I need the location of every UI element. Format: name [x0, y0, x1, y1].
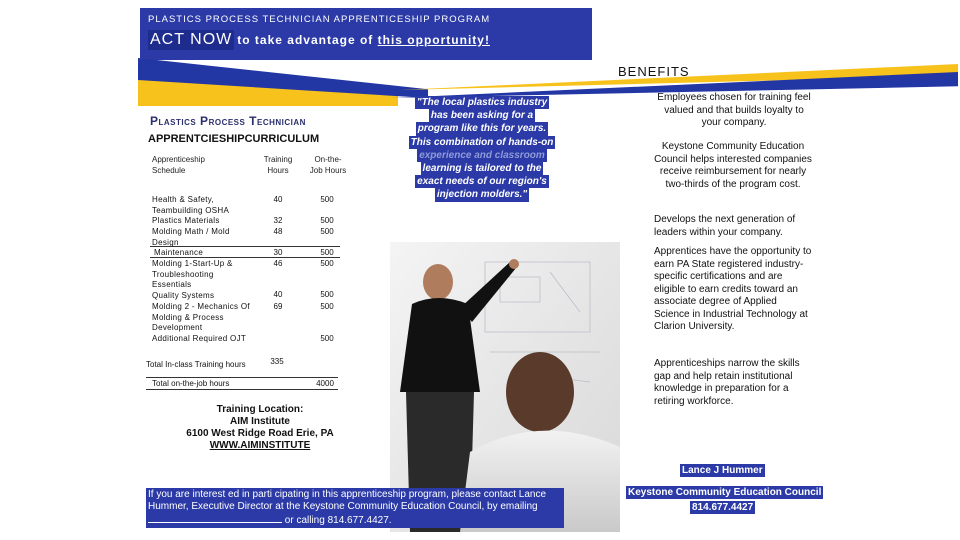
curriculum-item: Maintenance — [154, 248, 204, 257]
training-location — [160, 404, 360, 452]
curriculum-item: Molding Math / Mold Design — [152, 227, 230, 247]
total-training-label: Total In-class Training hours — [146, 360, 246, 369]
total-training-hours: 335 — [270, 357, 284, 366]
ojt-hours: 500 — [320, 334, 334, 343]
training-hours: 32 — [273, 216, 283, 225]
curriculum-item: Molding 1-Start-Up & Troubleshooting Essentials — [152, 259, 233, 289]
quote-line: exact needs of our region's — [417, 176, 547, 188]
quote-line: injection molders." — [436, 189, 528, 201]
benefit-item: Develops the next generation of leaders within your company. — [654, 214, 796, 238]
contact-phone: 814.677.4427 — [692, 502, 754, 513]
total-ojt-hours: 4000 — [316, 379, 334, 388]
footer-call-to-action — [146, 488, 564, 528]
email-blank — [148, 513, 282, 523]
location-address: 6100 West Ridge Road Erie, PA — [186, 428, 334, 439]
quote-line: experience and classroom — [419, 149, 545, 161]
curriculum-item: Quality Systems — [152, 291, 215, 300]
curriculum-item: Molding 2 - Mechanics Of Molding & Process Development — [152, 302, 250, 332]
act-rest-prefix: to take advantage of — [237, 33, 378, 47]
col-head-training: Training Hours — [263, 155, 293, 175]
training-hours: 40 — [273, 195, 283, 204]
opportunity-link[interactable]: this opportunity! — [377, 33, 490, 47]
training-hours: 48 — [273, 227, 283, 236]
ojt-hours: 500 — [320, 259, 334, 268]
quote-line: "The local plastics industry — [416, 97, 548, 108]
total-ojt-label: Total on-the-job hours — [152, 379, 230, 388]
act-now-label: ACT NOW — [150, 31, 233, 48]
curriculum-item: Health & Safety, Teambuilding OSHA — [152, 195, 230, 215]
contact-organization: Keystone Community Education Council — [628, 487, 822, 498]
ojt-hours: 500 — [320, 216, 334, 225]
ojt-hours: 500 — [320, 248, 334, 257]
act-rest-text — [237, 33, 490, 47]
footer-text: If you are interest ed in parti cipating in this apprenticeship program, please contact Lance Hummer, Executive Director at the Keystone Community Education Council, by emailing — [148, 489, 547, 512]
location-website-link[interactable]: WWW.AIMINSTITUTE — [209, 440, 311, 451]
row-divider — [150, 257, 340, 258]
act-now-line — [148, 30, 490, 50]
benefit-item: Employees chosen for training feel valued and that builds loyalty to your company. — [657, 92, 811, 128]
program-title: Plastics Process Technician — [150, 114, 306, 128]
totals-divider — [146, 389, 338, 390]
location-label: Training Location: — [216, 404, 304, 415]
quote-line: This combination of hands-on — [410, 136, 554, 148]
row-divider — [150, 246, 340, 247]
testimonial-quote — [398, 96, 566, 202]
quote-line: has been asking for a — [430, 110, 534, 122]
curriculum-item: Plastics Materials — [152, 216, 220, 225]
col-head-ojt: On-the-Job Hours — [309, 155, 347, 175]
curriculum-item: Additional Required OJT — [152, 334, 247, 343]
training-hours: 30 — [273, 248, 283, 257]
ojt-hours: 500 — [320, 195, 334, 204]
benefits-title: BENEFITS — [618, 64, 690, 79]
ojt-hours: 500 — [320, 290, 334, 299]
training-hours: 46 — [273, 259, 283, 268]
ojt-hours: 500 — [320, 227, 334, 236]
contact-name: Lance J Hummer — [682, 465, 763, 476]
benefit-item: Keystone Community Education Council helps interested companies receive reimbursement for nearly two-thirds of the program cost. — [654, 141, 812, 190]
benefit-item: Apprenticeships narrow the skills gap and help retain institutional knowledge in preparation for a retiring workforce. — [654, 358, 800, 407]
location-name: AIM Institute — [230, 416, 290, 427]
training-hours: 40 — [273, 290, 283, 299]
training-hours: 69 — [273, 302, 283, 311]
quote-line: program like this for years. — [417, 123, 547, 135]
ojt-hours: 500 — [320, 302, 334, 311]
footer-text-end: or calling 814.677.4427. — [284, 515, 392, 526]
program-eyebrow: PLASTICS PROCESS TECHNICIAN APPRENTICESHIP PROGRAM — [148, 14, 491, 25]
benefit-item: Apprentices have the opportunity to earn PA State registered industry-specific certifications and are eligible to earn credits toward an associate degree of Applied Science in Industrial Technology at Clarion University. — [654, 246, 812, 332]
quote-line: learning is tailored to the — [422, 163, 542, 175]
curriculum-title: APPRENTCIESHIPCURRICULUM — [148, 133, 320, 145]
col-head-schedule: Apprenticeship Schedule — [152, 155, 205, 175]
totals-divider — [146, 377, 338, 378]
